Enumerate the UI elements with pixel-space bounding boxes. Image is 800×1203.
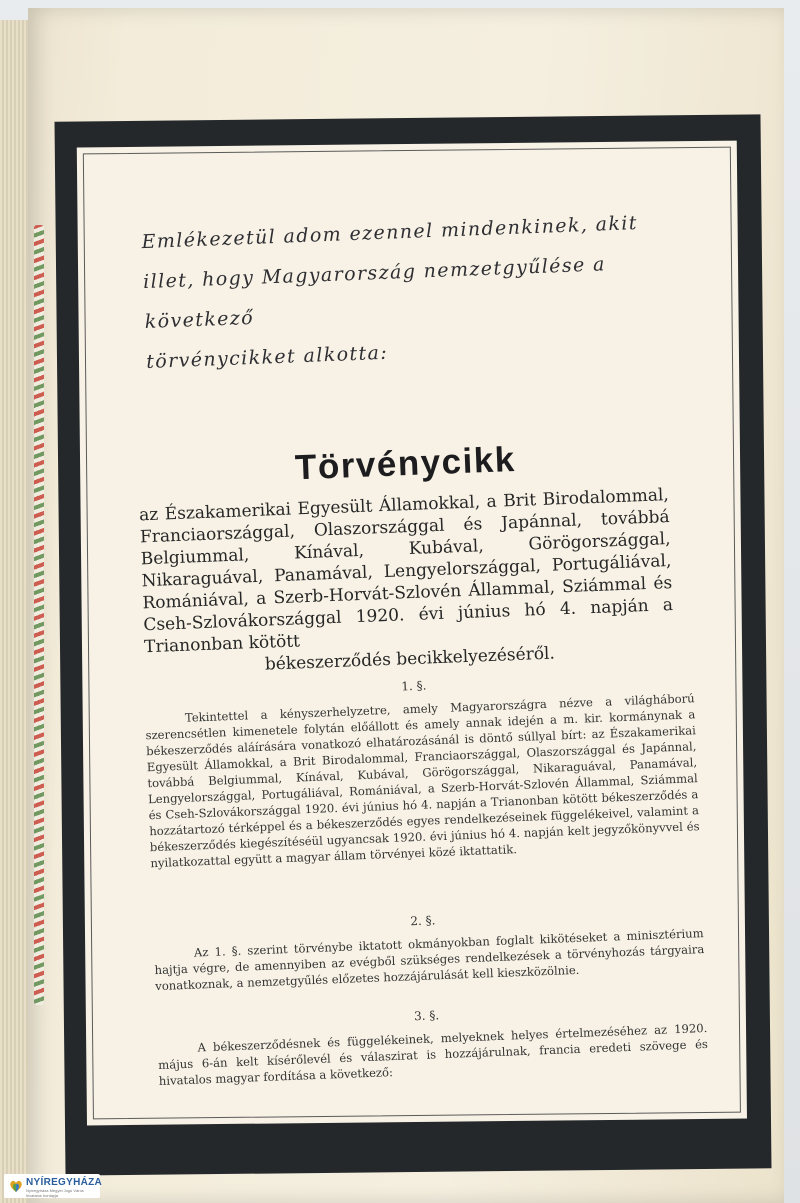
black-border-frame	[55, 114, 772, 1175]
framed-text-area	[77, 141, 747, 1126]
handwriting-line-2: illet, hogy Magyarország nemzetgyűlése a következő	[142, 253, 607, 334]
handwriting-line-1: Emlékezetül adom ezennel mindenkinek, akit	[141, 212, 639, 254]
document-title: Törvénycikk	[294, 439, 517, 488]
handwriting-line-3: törvénycikket alkotta:	[145, 341, 389, 373]
document-subtitle	[139, 484, 675, 680]
logo-tagline: Nyíregyháza Megyei Jogú Város hivatalos honlapja	[26, 1188, 84, 1198]
section-text-3: A békeszerződésnek és függelékeinek, melyeknek helyes értelmezéséhez az 1920. május 6-án kelt kísérőlevél és válaszirat is hozzájárulnak, francia eredeti szövege és hivatalos magyar fordítása a következő:	[158, 1020, 709, 1089]
subtitle-last-line: békeszerződés becikkelyezéséről.	[264, 643, 556, 675]
page-content	[63, 132, 760, 1135]
section-heading-2: 2. §.	[410, 913, 436, 929]
section-heading-3: 3. §.	[413, 1008, 440, 1024]
section-text-2: Az 1. §. szerint törvénybe iktatott okmányokban foglalt kikötéseket a minisztérium hajtja végre, de amennyiben az evégből szükséges rendelkezések a törvényhozás tárgyaira vonatkoznak, a nemzetgyűlés előzetes hozzájárulását kell kieszközölnie.	[154, 926, 705, 994]
logo-name: NYÍREGYHÁZA	[26, 1177, 103, 1188]
section-text-1: Tekintettel a kényszerhelyzetre, amely Magyarországra nézve a világháború szerencsétlen kimenetele folytán előállott és amely annak idején a m. kir. kormánynak a békeszerződés aláírására vonatkozó elhatározásánál is döntő súllyal bírt: az Északamerikai Egyesült Államokkal, a Brit Birodalommal, Franciaországgal, Olaszországgal és Japánnal, továbbá Belgiummal, Kínával, Kubával, Görögországgal, Nikaraguával, Panamával, Lengyelországgal, Portugáliával, Romániával, a Szerb-Horvát-Szlovén Állammal, Sziámmal és Cseh-Szlovákországgal 1920. évi június hó 4. napján a Trianonban kötött békeszerződés a hozzátartozó térképpel és a békeszerződés egyes rendelkezéseinek függelékeivel, valamint a békeszerződés kiegészítéséül ugyancsak 1920. évi június hó 4. napján kelt jegyzőkönyvvel és nyilatkozattal együtt a magyar állam törvényei közé iktattatik.	[145, 691, 700, 871]
logo-mark-icon	[8, 1178, 24, 1194]
site-logo[interactable]	[4, 1174, 103, 1198]
subtitle-body: az Északamerikai Egyesült Államokkal, a Brit Birodalommal, Franciaországgal, Olaszországgal és Japánnal, továbbá Belgiummal, Kínával, Kubával, Görögországgal, Nikaraguával, Panamával, Lengyelországgal, Portugáliával, Romániával, a Szerb-Horvát-Szlovén Állammal, Sziámmal és Cseh-Szlovákországgal 1920. évi június hó 4. napján a Trianonban kötött	[138, 485, 674, 658]
handwritten-preamble	[141, 201, 707, 382]
binding-thread	[34, 225, 44, 1005]
section-heading-1: 1. §.	[401, 678, 427, 694]
